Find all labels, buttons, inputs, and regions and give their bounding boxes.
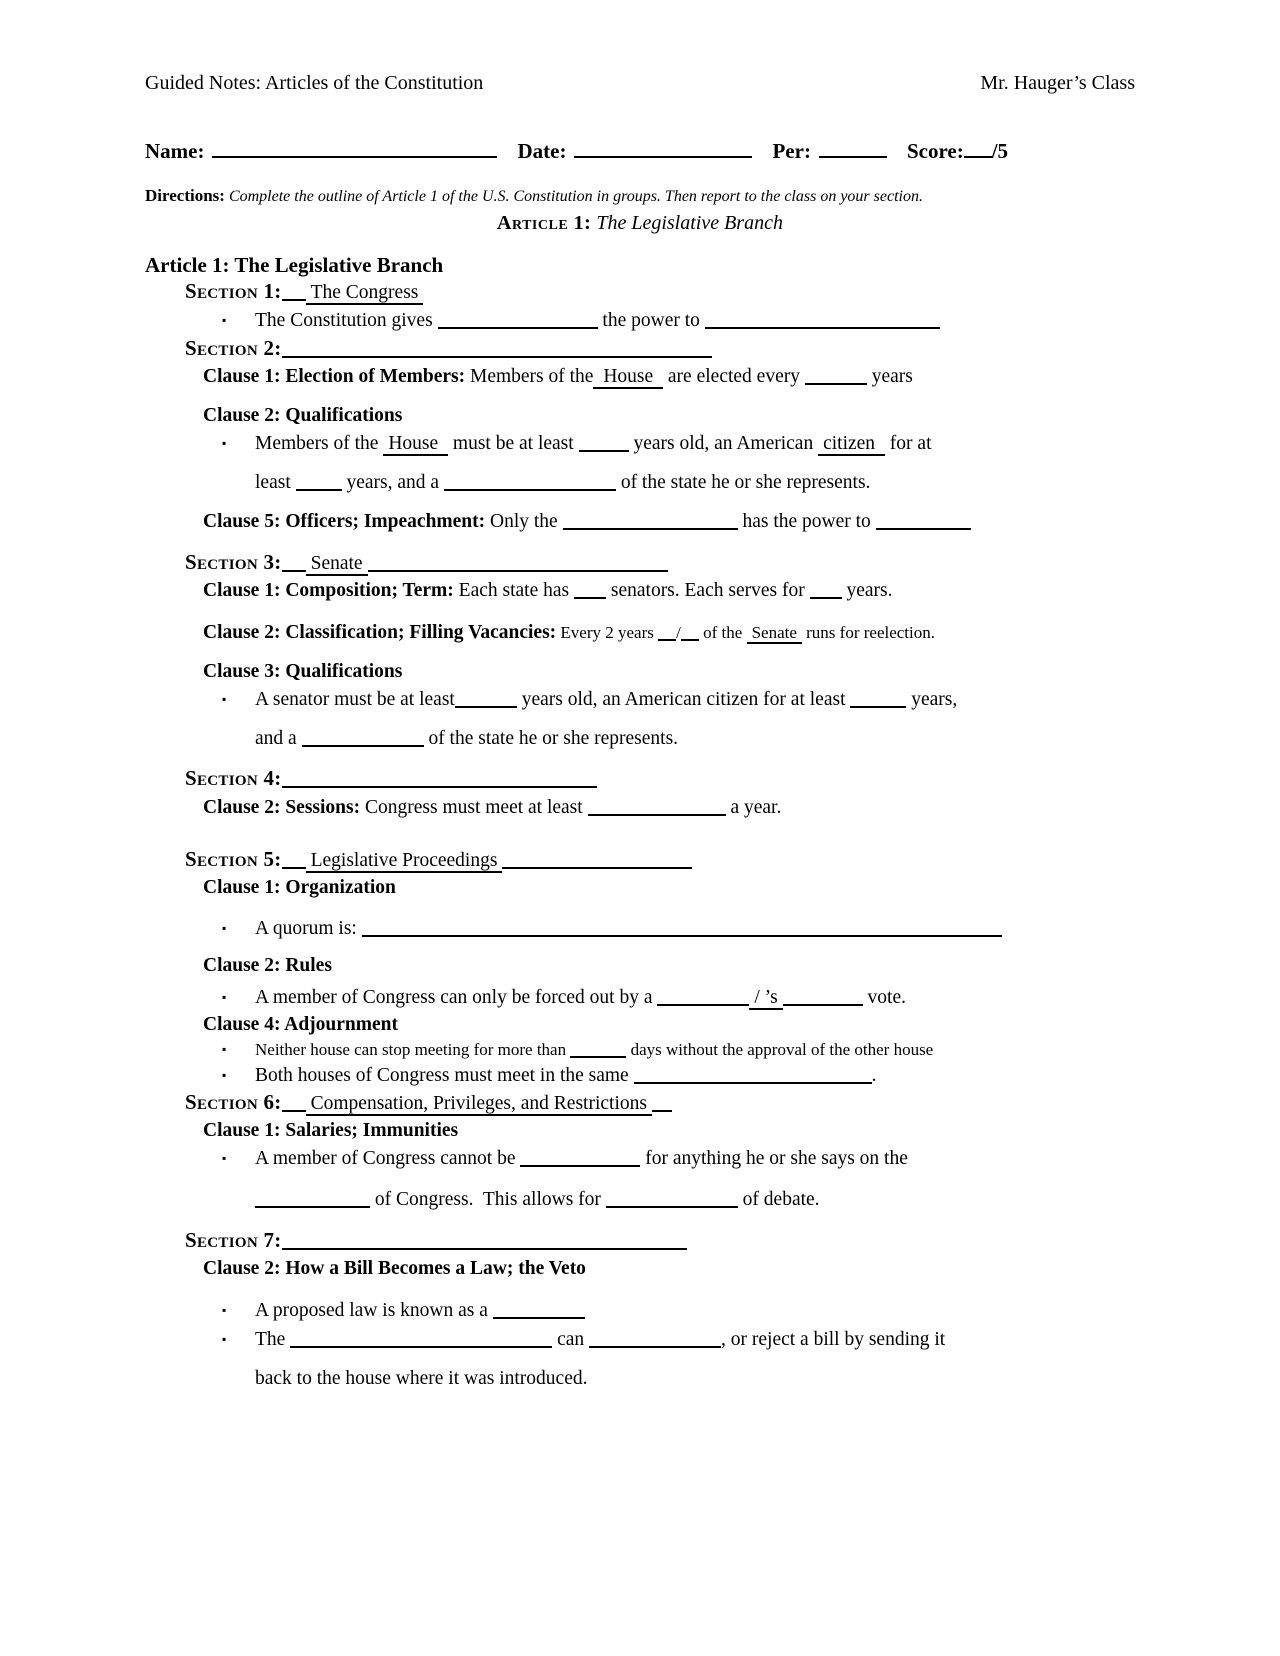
- bullet-icon: ▪: [222, 692, 227, 706]
- text-run: Only the: [485, 511, 563, 532]
- clause-label: Clause 3: Qualifications: [203, 661, 403, 682]
- text-run: of the state he or she represents.: [423, 728, 679, 749]
- outline-line: [145, 1011, 1135, 1038]
- blank-field: [282, 772, 597, 788]
- article-title: [145, 212, 1135, 235]
- outline-line: [145, 1038, 1135, 1061]
- clause-label: Clause 2: Qualifications: [203, 405, 403, 426]
- bullet-icon: ▪: [222, 1042, 227, 1056]
- section-label: Section 6:: [185, 1090, 282, 1114]
- text-run: for at: [884, 433, 932, 454]
- text-run: A senator must be at least: [255, 689, 455, 710]
- blank-field: [438, 313, 598, 329]
- text-run: years: [866, 366, 913, 387]
- bullet-icon: ▪: [222, 921, 227, 935]
- clause-label: Clause 5: Officers; Impeachment:: [203, 511, 486, 532]
- name-label: Name:: [145, 139, 205, 163]
- blank-field: [652, 1096, 672, 1112]
- section-label: Section 1:: [185, 279, 282, 303]
- score-label: Score:: [906, 139, 964, 163]
- outline-line: [145, 984, 1135, 1011]
- filled-answer: The Congress: [306, 282, 424, 305]
- text-run: The: [255, 1329, 291, 1350]
- blank-field: [657, 990, 749, 1006]
- blank-field: [444, 475, 616, 491]
- bullet-icon: ▪: [222, 1303, 227, 1317]
- outline-line: [145, 430, 1135, 457]
- text-run: has the power to: [737, 511, 876, 532]
- bullet-icon: ▪: [222, 990, 227, 1004]
- outline-line: [145, 278, 1135, 306]
- outline-line: [145, 725, 1135, 752]
- directions-line: [145, 186, 1135, 206]
- section-label: Section 5:: [185, 847, 282, 871]
- outline-line: [145, 469, 1135, 496]
- directions-text: Complete the outline of Article 1 of the U.S. Constitution in groups. Then report to the class on your section.: [224, 188, 923, 205]
- section-label: Section 4:: [185, 766, 282, 790]
- bullet-icon: ▪: [222, 313, 227, 327]
- outline-line: [145, 874, 1135, 901]
- outline-line: [145, 1117, 1135, 1144]
- blank-field: [574, 583, 606, 599]
- text-run: Both houses of Congress must meet in the same: [255, 1065, 634, 1086]
- text-run: .: [871, 1065, 877, 1086]
- outline-line: [145, 1089, 1135, 1117]
- clause-label: Clause 1: Composition; Term:: [203, 580, 454, 601]
- text-run: senators. Each serves for: [606, 580, 810, 601]
- outline-line: [145, 549, 1135, 577]
- name-field: [212, 142, 497, 158]
- text-run: A quorum is:: [255, 918, 362, 939]
- outline-line: [145, 1186, 1135, 1213]
- filled-answer: / ’s: [749, 987, 782, 1010]
- article-title-text: The Legislative Branch: [591, 212, 783, 234]
- filled-answer: citizen: [818, 433, 885, 456]
- blank-field: [658, 625, 676, 641]
- text-run: are elected every: [663, 366, 805, 387]
- blank-field: [255, 1192, 370, 1208]
- clause-label: Clause 1: Organization: [203, 877, 396, 898]
- text-run: years,: [906, 689, 958, 710]
- blank-field: [606, 1192, 738, 1208]
- text-run: days without the approval of the other house: [626, 1040, 934, 1059]
- blank-field: [705, 313, 940, 329]
- text-run: runs for reelection.: [801, 623, 936, 642]
- outline-line: [145, 577, 1135, 604]
- document-title: Guided Notes: Articles of the Constitution: [145, 72, 484, 94]
- filled-answer: House: [383, 433, 448, 456]
- section-label: Section 2:: [185, 336, 282, 360]
- text-run: for anything he or she says on the: [640, 1148, 908, 1169]
- outline-line: [145, 846, 1135, 874]
- class-name: Mr. Hauger’s Class: [980, 72, 1135, 94]
- blank-field: [282, 853, 306, 869]
- blank-field: [282, 1234, 687, 1250]
- document-header: [145, 72, 1135, 95]
- text-run: of the: [698, 623, 747, 642]
- clause-label: Clause 1: Election of Members:: [203, 366, 466, 387]
- text-run: The Constitution gives: [255, 310, 438, 331]
- text-run: years old, an American citizen for at least: [516, 689, 851, 710]
- text-run: of debate.: [737, 1189, 820, 1210]
- outline-line: [145, 335, 1135, 363]
- blank-field: [681, 625, 699, 641]
- score-total: /5: [991, 139, 1009, 163]
- outline-line: [145, 402, 1135, 429]
- blank-field: [570, 1042, 626, 1058]
- blank-field: [520, 1151, 640, 1167]
- date-field: [574, 142, 752, 158]
- blank-field: [850, 692, 906, 708]
- text-run: Neither house can stop meeting for more than: [255, 1040, 571, 1059]
- text-run: back to the house where it was introduced.: [255, 1368, 588, 1389]
- text-run: of Congress. This allows for: [370, 1189, 606, 1210]
- blank-field: [783, 990, 863, 1006]
- blank-field: [455, 692, 517, 708]
- blank-field: [876, 514, 971, 530]
- blank-field: [810, 583, 842, 599]
- text-run: , or reject a bill by sending it: [721, 1329, 946, 1350]
- text-run: Members of the: [255, 433, 384, 454]
- directions-label: Directions:: [145, 186, 225, 205]
- text-run: must be at least: [448, 433, 579, 454]
- outline-line: [145, 686, 1135, 713]
- blank-field: [282, 1096, 306, 1112]
- text-run: Each state has: [453, 580, 574, 601]
- blank-field: [362, 921, 1002, 937]
- outline-line: [145, 952, 1135, 979]
- outline-line: [145, 1062, 1135, 1089]
- blank-field: [282, 285, 306, 301]
- filled-answer: House: [593, 366, 663, 389]
- filled-answer: Compensation, Privileges, and Restrictions: [306, 1093, 652, 1116]
- text-run: /: [676, 623, 681, 642]
- filled-answer: Senate: [306, 553, 368, 576]
- clause-label: Clause 2: Sessions:: [203, 797, 361, 818]
- bullet-icon: ▪: [222, 1068, 227, 1082]
- outline-line: [145, 363, 1135, 390]
- text-run: years.: [841, 580, 893, 601]
- section-label: Section 7:: [185, 1228, 282, 1252]
- outline-line: [145, 619, 1135, 646]
- outline-line: [145, 794, 1135, 821]
- text-run: a year.: [725, 797, 782, 818]
- date-label: Date:: [517, 139, 567, 163]
- outline-line: [145, 307, 1135, 334]
- clause-label: Clause 2: Rules: [203, 955, 332, 976]
- score-field: [964, 142, 992, 158]
- text-run: and a: [255, 728, 302, 749]
- blank-field: [282, 342, 712, 358]
- blank-field: [290, 1332, 552, 1348]
- blank-field: [502, 853, 692, 869]
- clause-label: Clause 2: Classification; Filling Vacancies:: [203, 622, 557, 643]
- text-run: Every 2 years: [556, 623, 659, 642]
- bullet-icon: ▪: [222, 436, 227, 450]
- clause-label: Clause 2: How a Bill Becomes a Law; the Veto: [203, 1258, 586, 1279]
- blank-field: [296, 475, 342, 491]
- outline-line: [145, 1255, 1135, 1282]
- outline-line: [145, 1297, 1135, 1324]
- student-info-row: [145, 139, 1135, 164]
- blank-field: [579, 436, 629, 452]
- article-title-label: Article 1:: [497, 212, 592, 234]
- outline-lines: [145, 278, 1135, 1392]
- blank-field: [588, 800, 726, 816]
- text-run: least: [255, 472, 296, 493]
- blank-field: [302, 731, 424, 747]
- filled-answer: Senate: [747, 623, 802, 644]
- section-label: Section 3:: [185, 550, 282, 574]
- per-field: [819, 142, 887, 158]
- outline-line: [145, 915, 1135, 942]
- text-run: vote.: [862, 987, 906, 1008]
- outline-line: [145, 658, 1135, 685]
- text-run: A proposed law is known as a: [255, 1300, 493, 1321]
- outline-line: [145, 1227, 1135, 1255]
- outline-line: [145, 1145, 1135, 1172]
- text-run: can: [552, 1329, 590, 1350]
- bullet-icon: ▪: [222, 1332, 227, 1346]
- blank-field: [282, 556, 306, 572]
- outline-heading: Article 1: The Legislative Branch: [145, 253, 444, 277]
- per-label: Per:: [772, 139, 811, 163]
- outline-line: [145, 508, 1135, 535]
- text-run: A member of Congress cannot be: [255, 1148, 521, 1169]
- filled-answer: Legislative Proceedings: [306, 850, 503, 873]
- text-run: years, and a: [341, 472, 444, 493]
- outline-line: [145, 765, 1135, 793]
- clause-label: Clause 4: Adjournment: [203, 1014, 399, 1035]
- text-run: Congress must meet at least: [360, 797, 588, 818]
- text-run: Members of the: [465, 366, 594, 387]
- text-run: A member of Congress can only be forced out by a: [255, 987, 658, 1008]
- outline-line: [145, 1326, 1135, 1353]
- clause-label: Clause 1: Salaries; Immunities: [203, 1120, 459, 1141]
- outline-line: [145, 1365, 1135, 1392]
- blank-field: [589, 1332, 721, 1348]
- text-run: years old, an American: [628, 433, 819, 454]
- blank-field: [563, 514, 738, 530]
- text-run: the power to: [597, 310, 705, 331]
- blank-field: [368, 556, 668, 572]
- blank-field: [493, 1303, 585, 1319]
- text-run: of the state he or she represents.: [615, 472, 871, 493]
- blank-field: [634, 1068, 872, 1084]
- blank-field: [805, 369, 867, 385]
- bullet-icon: ▪: [222, 1151, 227, 1165]
